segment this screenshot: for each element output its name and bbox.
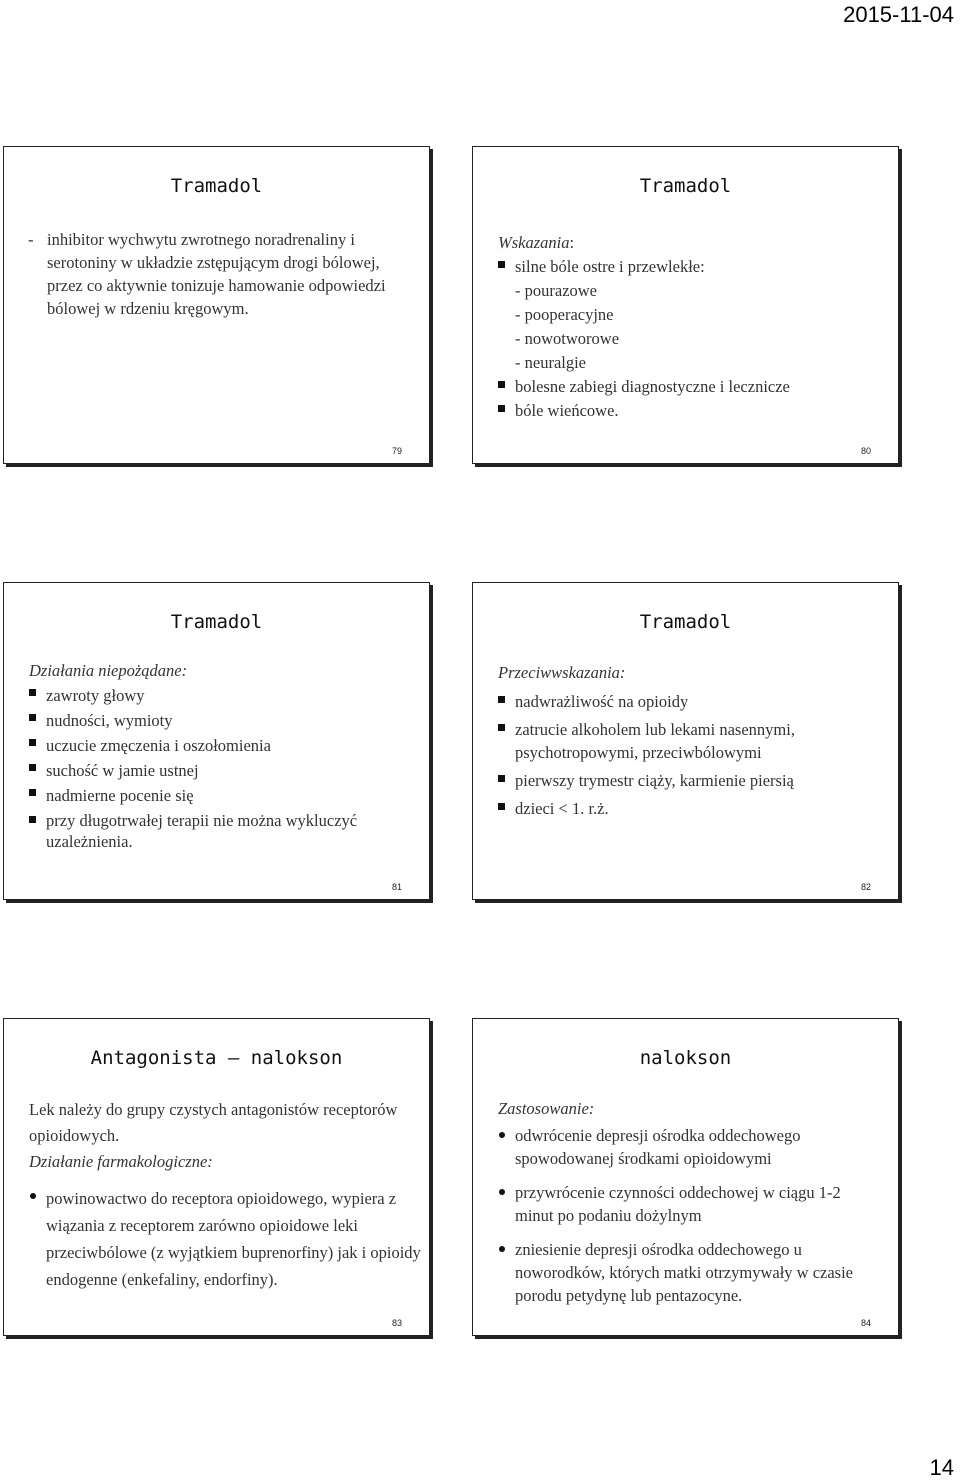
list-item: bolesne zabiegi diagnostyczne i lecznicze [498,375,878,399]
item-text: inhibitor wychwytu zwrotnego noradrenaliny i serotoniny w układzie zstępującym drogi bólowej, przez co aktywnie tonizuje hamowanie odpowiedzi bólowej w rdzeniu kręgowym. [47,230,386,318]
square-bullet-icon [29,739,36,746]
section-heading: Działanie farmakologiczne: [29,1152,213,1171]
list-item: zatrucie alkoholem lub lekami nasennymi, psychotropowymi, przeciwbólowymi [498,718,878,764]
list-item: powinowactwo do receptora opioidowego, wypiera z wiązania z receptorem zarówno opioidowe leki przeciwbólowe (z wyjątkiem buprenorfiny) jak i opioidy endogenne (enkefaliny, endorfiny). [29,1185,424,1293]
sub-item: - pourazowe [515,281,598,300]
list-item: zniesienie depresji ośrodka oddechowego u noworodków, których matki otrzymywały w czasie porodu petydynę lub pentazocyne. [498,1238,878,1307]
slide-79 [3,146,430,464]
page-number: 14 [929,1455,954,1480]
slide-title: Antagonista – nalokson [90,1047,343,1069]
slide-body [29,1097,424,1293]
slide-81 [3,582,430,900]
square-bullet-icon [498,261,505,268]
intro-text: Lek należy do grupy czystych antagonistów receptorów opioidowych. [29,1100,398,1145]
round-bullet-icon [499,1189,505,1195]
list-item: bóle wieńcowe. [498,399,878,423]
list-item: odwrócenie depresji ośrodka oddechowego spowodowanej środkami opioidowymi [498,1124,878,1170]
square-bullet-icon [29,714,36,721]
dash-bullet: - [28,230,34,249]
slide-title: nalokson [639,1047,732,1069]
slide-number: 80 [860,446,871,456]
slide-84 [472,1018,899,1336]
square-bullet-icon [498,696,505,703]
slide-body [498,231,878,423]
round-bullet-icon [499,1246,505,1252]
print-date: 2015-11-04 [843,2,954,27]
square-bullet-icon [498,405,505,412]
list-item: przywrócenie czynności oddechowej w ciągu 1-2 minut po podaniu dożylnym [498,1181,878,1227]
square-bullet-icon [29,764,36,771]
section-heading: Działania niepożądane: [29,661,188,680]
list-item: nudności, wymioty [29,708,419,733]
slide-title: Tramadol [170,175,263,197]
slide-number: 79 [391,446,402,456]
round-bullet-icon [30,1193,36,1199]
slide-body [498,661,878,820]
square-bullet-icon [29,789,36,796]
list-item: przy długotrwałej terapii nie można wykluczyć uzależnienia. [29,810,419,852]
slide-title: Tramadol [639,175,732,197]
slide-body [498,1097,878,1307]
list-item: nadwrażliwość na opioidy [498,690,878,713]
slide-number: 81 [391,882,402,892]
slide-body [28,228,408,320]
slide-number: 84 [860,1318,871,1328]
square-bullet-icon [29,689,36,696]
square-bullet-icon [498,724,505,731]
square-bullet-icon [498,381,505,388]
list-item: zawroty głowy [29,683,419,708]
slide-title: Tramadol [170,611,263,633]
sub-item: - nowotworowe [515,329,620,348]
sub-item: - pooperacyjne [515,305,614,324]
slide-80 [472,146,899,464]
list-item: uczucie zmęczenia i oszołomienia [29,733,419,758]
list-item: dzieci < 1. r.ż. [498,797,878,820]
slide-83 [3,1018,430,1336]
slide-title: Tramadol [639,611,732,633]
slide-number: 82 [860,882,871,892]
list-item: pierwszy trymestr ciąży, karmienie piersią [498,769,878,792]
section-heading: Wskazania: [498,233,575,252]
sub-item: - neuralgie [515,353,587,372]
slide-body [29,658,419,852]
section-heading: Zastosowanie: [498,1099,595,1118]
slide-82 [472,582,899,900]
slide-number: 83 [391,1318,402,1328]
list-item: nadmierne pocenie się [29,783,419,808]
section-heading: Przeciwwskazania: [498,663,626,682]
square-bullet-icon [498,803,505,810]
round-bullet-icon [499,1132,505,1138]
square-bullet-icon [29,816,36,823]
list-item [28,228,408,320]
list-item: silne bóle ostre i przewlekłe: [498,255,878,279]
square-bullet-icon [498,775,505,782]
list-item: suchość w jamie ustnej [29,758,419,783]
